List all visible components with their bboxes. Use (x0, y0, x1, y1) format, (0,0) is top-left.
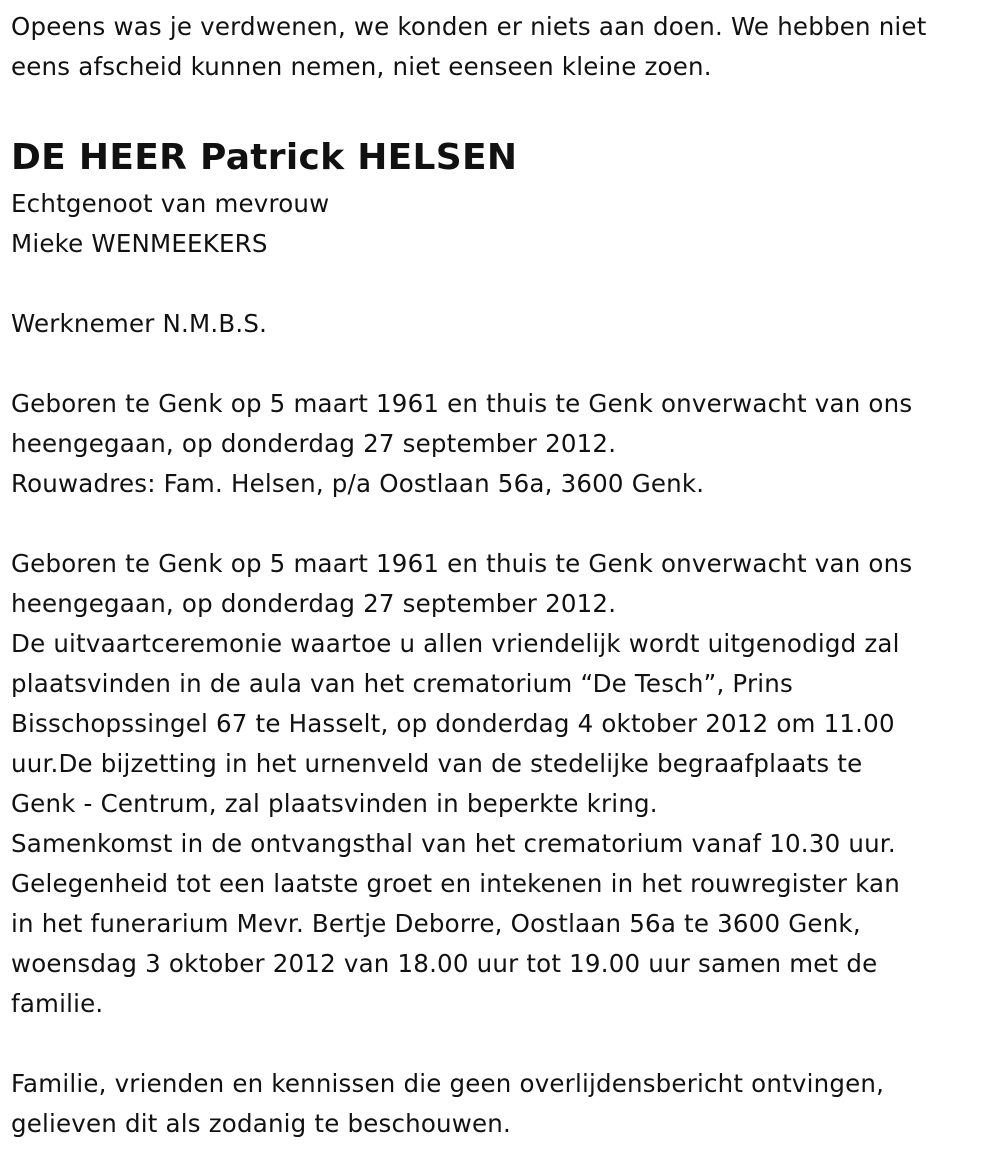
paragraph-line: De uitvaartceremonie waartoe u allen vriendelijk wordt uitgenodigd zal (11, 629, 900, 658)
paragraph-line: woensdag 3 oktober 2012 van 18.00 uur tot 19.00 uur samen met de (11, 949, 878, 978)
intro-text (11, 7, 996, 87)
deceased-name-heading: DE HEER Patrick HELSEN (11, 137, 518, 178)
spouse-line: Echtgenoot van mevrouw (11, 189, 330, 218)
paragraph-line: heengegaan, op donderdag 27 september 2012. (11, 589, 617, 618)
occupation-text: Werknemer N.M.B.S. (11, 309, 268, 338)
spouse-text (11, 184, 996, 264)
spouse-line: Mieke WENMEEKERS (11, 229, 268, 258)
paragraph-line: heengegaan, op donderdag 27 september 2012. (11, 429, 617, 458)
intro-line: eens afscheid kunnen nemen, niet eenseen kleine zoen. (11, 52, 712, 81)
paragraph-line: Geboren te Genk op 5 maart 1961 en thuis te Genk onverwacht van ons (11, 389, 913, 418)
closing-line: gelieven dit als zodanig te beschouwen. (11, 1109, 512, 1138)
ceremony-paragraph (11, 544, 996, 1024)
paragraph-line: plaatsvinden in de aula van het crematorium “De Tesch”, Prins (11, 669, 793, 698)
spacer (11, 1024, 996, 1064)
spacer (11, 504, 996, 544)
paragraph-line: Samenkomst in de ontvangsthal van het crematorium vanaf 10.30 uur. (11, 829, 896, 858)
paragraph-line: uur.De bijzetting in het urnenveld van de stedelijke begraafplaats te (11, 749, 863, 778)
closing-line: Familie, vrienden en kennissen die geen overlijdensbericht ontvingen, (11, 1069, 885, 1098)
birth-death-paragraph (11, 384, 996, 504)
paragraph-line: in het funerarium Mevr. Bertje Deborre, Oostlaan 56a te 3600 Genk, (11, 909, 861, 938)
paragraph-line: Bisschopssingel 67 te Hasselt, op donderdag 4 oktober 2012 om 11.00 (11, 709, 895, 738)
paragraph-line: Genk - Centrum, zal plaatsvinden in beperkte kring. (11, 789, 658, 818)
paragraph-line: Geboren te Genk op 5 maart 1961 en thuis te Genk onverwacht van ons (11, 549, 913, 578)
spacer (11, 264, 996, 304)
intro-line: Opeens was je verdwenen, we konden er niets aan doen. We hebben niet (11, 12, 927, 41)
paragraph-line: familie. (11, 989, 104, 1018)
obituary-notice (11, 7, 996, 1144)
paragraph-line: Gelegenheid tot een laatste groet en intekenen in het rouwregister kan (11, 869, 900, 898)
mourning-address-line: Rouwadres: Fam. Helsen, p/a Oostlaan 56a, 3600 Genk. (11, 469, 705, 498)
closing-paragraph (11, 1064, 996, 1144)
spacer (11, 344, 996, 384)
